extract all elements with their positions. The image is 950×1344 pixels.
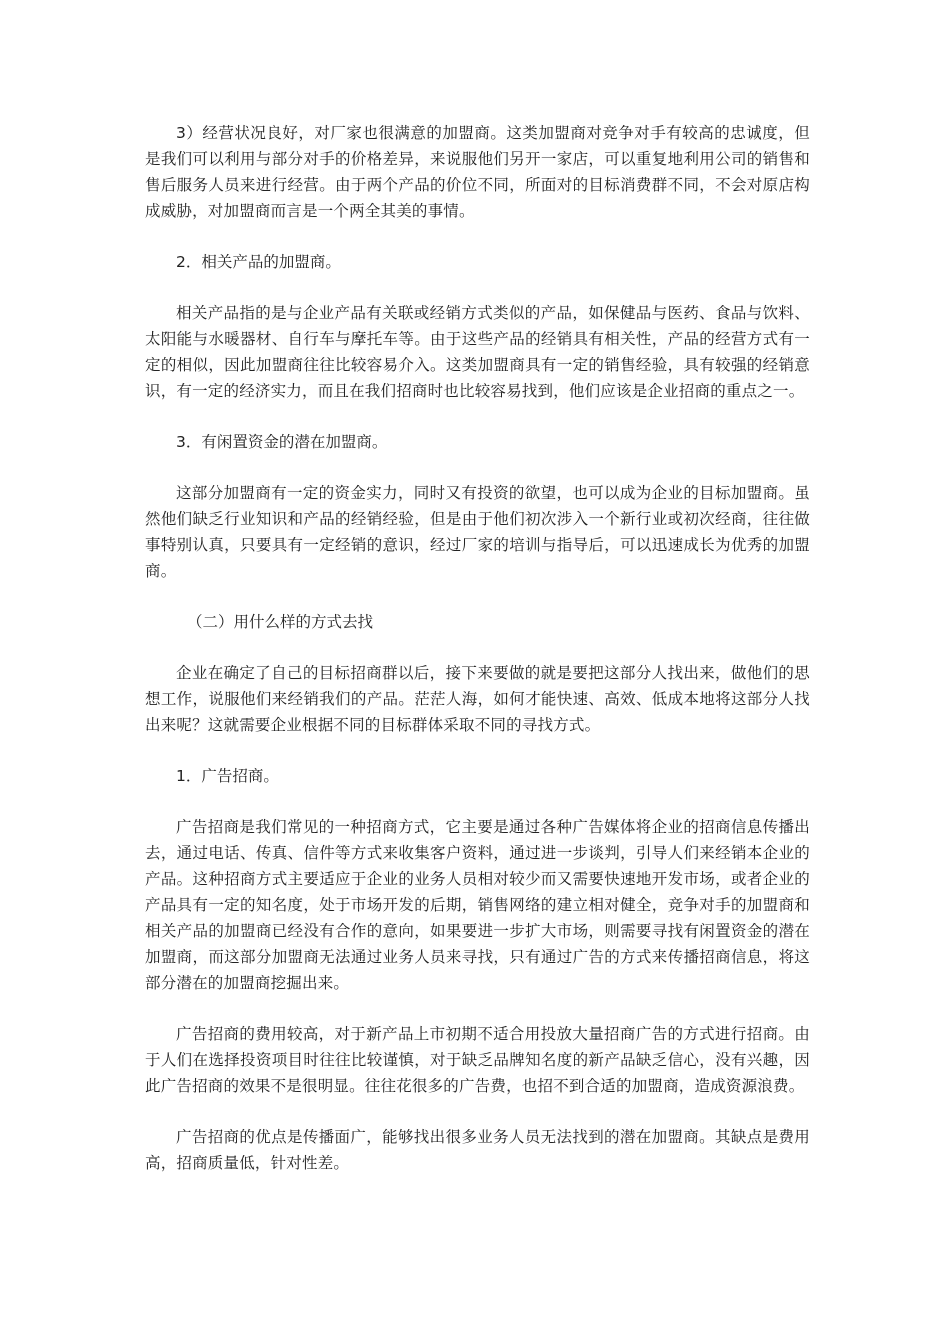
paragraph-ad-recruitment: 广告招商是我们常见的一种招商方式，它主要是通过各种广告媒体将企业的招商信息传播出去，通过电话、传真、信件等方式来收集客户资料，通过进一步谈判，引导人们来经销本企业的产品。这种招商方式主要适应于企业的业务人员相对较少而又需要快速地开发市场，或者企业的产品具有一定的知名度，处于市场开发的后期，销售网络的建立相对健全，竞争对手的加盟商和相关产品的加盟商已经没有合作的意向，如果要进一步扩大市场，则需要寻找有闲置资金的潜在加盟商，而这部分加盟商无法通过业务人员来寻找，只有通过广告的方式来传播招商信息，将这部分潜在的加盟商挖掘出来。: [145, 818, 810, 992]
heading-idle-funds: 3．有闲置资金的潜在加盟商。: [176, 433, 388, 451]
document-page: [145, 120, 810, 1201]
heading-related-products: 2．相关产品的加盟商。: [176, 253, 341, 271]
paragraph-related-products: 相关产品指的是与企业产品有关联或经销方式类似的产品，如保健品与医药、食品与饮料、太阳能与水暖器材、自行车与摩托车等。由于这些产品的经销具有相关性，产品的经营方式有一定的相似，因此加盟商往往比较容易介入。这类加盟商具有一定的销售经验，具有较强的经销意识，有一定的经济实力，而且在我们招商时也比较容易找到，他们应该是企业招商的重点之一。: [145, 304, 810, 400]
section-heading-methods: （二）用什么样的方式去找: [187, 613, 374, 631]
paragraph-ad-pros-cons: 广告招商的优点是传播面广，能够找出很多业务人员无法找到的潜在加盟商。其缺点是费用高，招商质量低，针对性差。: [145, 1128, 810, 1172]
paragraph-ad-cost: 广告招商的费用较高，对于新产品上市初期不适合用投放大量招商广告的方式进行招商。由于人们在选择投资项目时往往比较谨慎，对于缺乏品牌知名度的新产品缺乏信心，没有兴趣，因此广告招商的效果不是很明显。往往花很多的广告费，也招不到合适的加盟商，造成资源浪费。: [145, 1025, 810, 1095]
heading-ad-recruitment: 1．广告招商。: [176, 767, 279, 785]
paragraph-idle-funds: 这部分加盟商有一定的资金实力，同时又有投资的欲望，也可以成为企业的目标加盟商。虽然他们缺乏行业知识和产品的经销经验，但是由于他们初次涉入一个新行业或初次经商，往往做事特别认真，只要具有一定经销的意识，经过厂家的培训与指导后，可以迅速成长为优秀的加盟商。: [145, 484, 810, 580]
paragraph-methods-intro: 企业在确定了自己的目标招商群以后，接下来要做的就是要把这部分人找出来，做他们的思想工作，说服他们来经销我们的产品。茫茫人海，如何才能快速、高效、低成本地将这部分人找出来呢？这就需要企业根据不同的目标群体采取不同的寻找方式。: [145, 664, 810, 734]
paragraph-existing-franchisee: 3）经营状况良好，对厂家也很满意的加盟商。这类加盟商对竞争对手有较高的忠诚度，但是我们可以利用与部分对手的价格差异，来说服他们另开一家店，可以重复地利用公司的销售和售后服务人员来进行经营。由于两个产品的价位不同，所面对的目标消费群不同，不会对原店构成威胁，对加盟商而言是一个两全其美的事情。: [145, 124, 810, 220]
